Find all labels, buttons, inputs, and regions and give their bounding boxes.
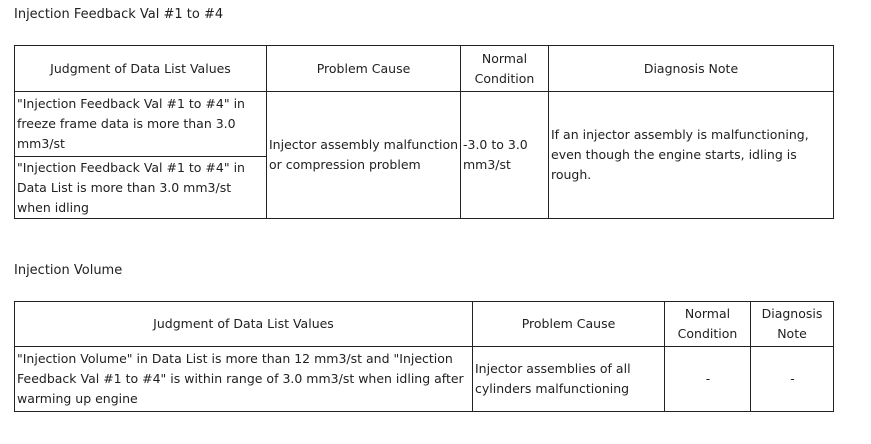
diagnosis-note-cell: -: [751, 347, 834, 412]
header-diagnosis-note: Diagnosis Note: [751, 302, 834, 347]
header-normal-condition: Normal Condition: [461, 46, 549, 92]
table-row: [15, 92, 834, 157]
table-row: [15, 347, 834, 412]
problem-cause-cell: Injector assembly malfunction or compression problem: [267, 92, 461, 219]
diagnosis-note-cell: If an injector assembly is malfunctioning, even though the engine starts, idling is rough.: [549, 92, 834, 219]
header-problem-cause: Problem Cause: [267, 46, 461, 92]
normal-condition-cell: -3.0 to 3.0 mm3/st: [461, 92, 549, 219]
judgment-cell: "Injection Feedback Val #1 to #4" in freeze frame data is more than 3.0 mm3/st: [15, 92, 267, 157]
normal-condition-cell: -: [665, 347, 751, 412]
judgment-cell: "Injection Feedback Val #1 to #4" in Data List is more than 3.0 mm3/st when idling: [15, 157, 267, 219]
header-judgment: Judgment of Data List Values: [15, 302, 473, 347]
section-title-injection-volume: Injection Volume: [14, 263, 123, 278]
table-header-row: [15, 46, 834, 92]
problem-cause-cell: Injector assemblies of all cylinders malfunctioning: [473, 347, 665, 412]
header-problem-cause: Problem Cause: [473, 302, 665, 347]
judgment-cell: "Injection Volume" in Data List is more than 12 mm3/st and "Injection Feedback Val #1 to #4" is within range of 3.0 mm3/st when idling after warming up engine: [15, 347, 473, 412]
injection-feedback-table: [14, 45, 834, 219]
header-diagnosis-note: Diagnosis Note: [549, 46, 834, 92]
header-normal-condition: Normal Condition: [665, 302, 751, 347]
injection-volume-table: [14, 301, 834, 412]
header-judgment: Judgment of Data List Values: [15, 46, 267, 92]
table-header-row: [15, 302, 834, 347]
section-title-injection-feedback: Injection Feedback Val #1 to #4: [14, 7, 224, 22]
